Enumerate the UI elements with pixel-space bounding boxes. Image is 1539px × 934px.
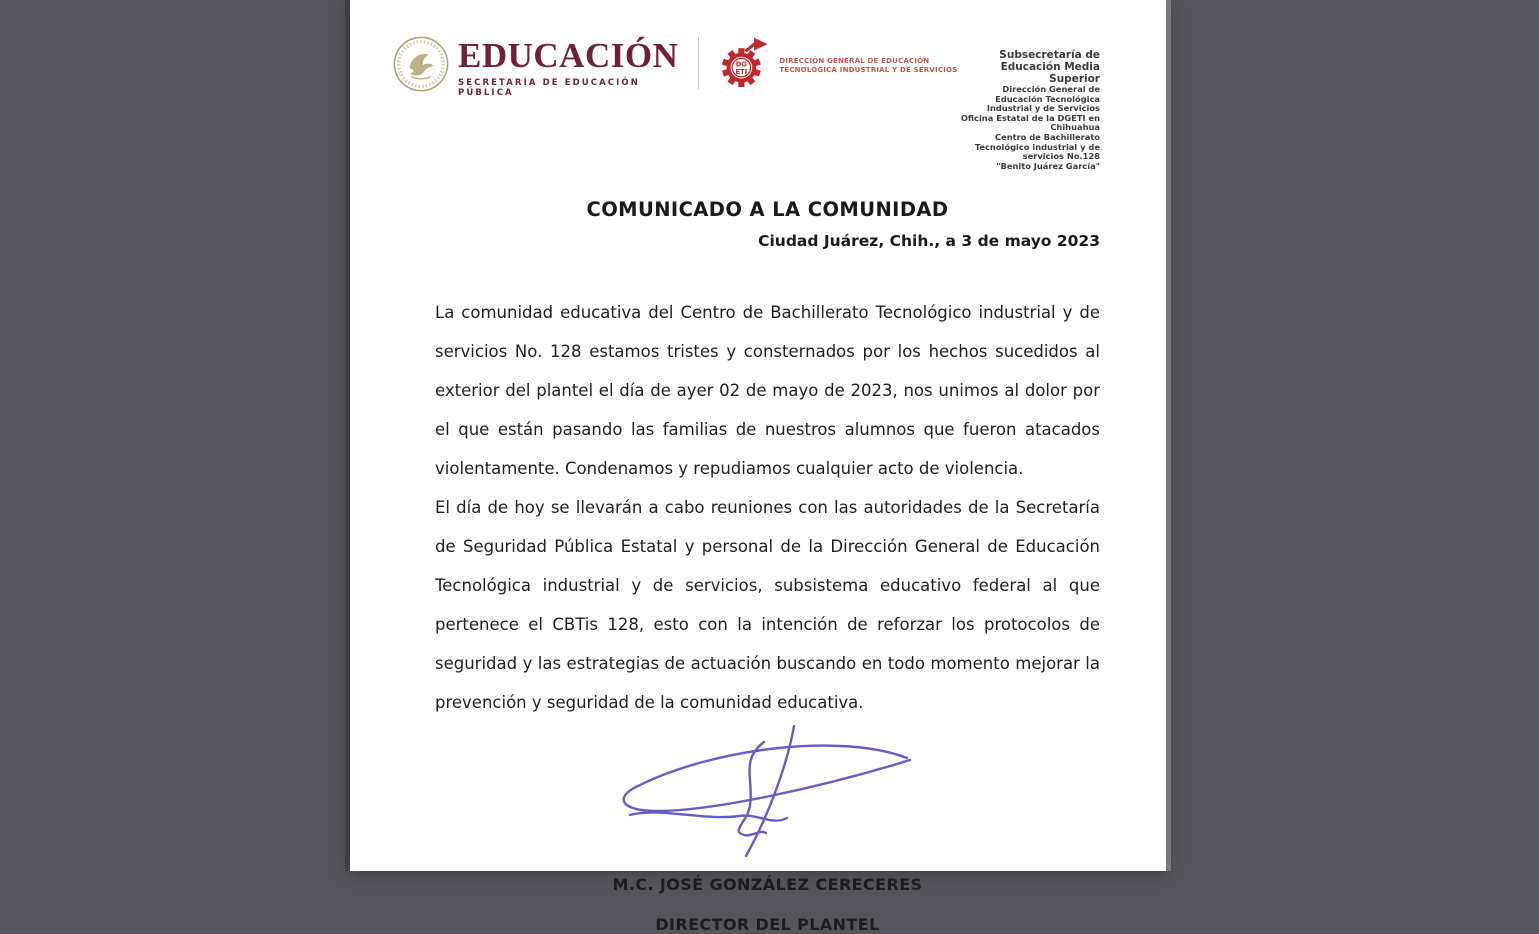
sep-eagle-seal-icon [392, 35, 450, 93]
office-line: Oficina Estatal de la DGETI en Chihuahua [960, 112, 1100, 133]
dateline: Ciudad Juárez, Chih., a 3 de mayo 2023 [758, 232, 1100, 251]
body-text [435, 293, 1100, 722]
letterhead [392, 33, 1100, 171]
signer-role: DIRECTOR DEL PLANTEL [655, 915, 880, 934]
document-title: COMUNICADO A LA COMUNIDAD [586, 198, 949, 222]
office-line: Subsecretaría de Educación Media Superior [999, 49, 1100, 85]
sep-subtitle: SECRETARÍA DE EDUCACIÓN PÚBLICA [458, 78, 640, 98]
dgeti-acronym-bottom: ETI [735, 67, 748, 76]
office-address-block [957, 49, 1100, 171]
sep-title: EDUCACIÓN [458, 36, 679, 75]
dgeti-label [779, 57, 957, 75]
dgeti-gear-icon [717, 33, 773, 95]
dgeti-label-line2: TECNOLÓGICA INDUSTRIAL Y DE SERVICIOS [779, 66, 958, 74]
dgeti-acronym-top: DG [736, 60, 748, 69]
header-divider [698, 37, 699, 89]
paragraph: La comunidad educativa del Centro de Bachillerato Tecnológico industrial y de servicios No. 128 estamos tristes y consternados por los hechos sucedidos al exterior del plantel el día de ayer 02 de mayo de 2023, nos unimos al dolor por el que están pasando las familias de nuestros alumnos que fueron atacados violentamente. Condenamos y repudiamos cualquier acto de violencia. [435, 303, 1100, 479]
signer-name: M.C. JOSÉ GONZÁLEZ CERECERES [612, 875, 923, 895]
office-line: Centro de Bachillerato Tecnológico industrial y de servicios No.128 [974, 131, 1100, 162]
dgeti-label-line1: DIRECCIÓN GENERAL DE EDUCACIÓN [779, 57, 930, 65]
document-page [350, 0, 1166, 934]
signature-block [435, 725, 1100, 861]
sep-wordmark [458, 36, 679, 98]
document-content [435, 198, 1100, 934]
office-line: "Benito Juárez García" [996, 160, 1100, 171]
office-line: Dirección General de Educación Tecnológica Industrial y de Servicios [986, 84, 1100, 114]
handwritten-signature-icon [618, 725, 918, 857]
paragraph: El día de hoy se llevarán a cabo reuniones con las autoridades de la Secretaría de Seguridad Pública Estatal y personal de la Dirección General de Educación Tecnológica industrial y de servicios, subsistema educativo federal al que pertenece el CBTis 128, esto con la intención de reforzar los protocolos de seguridad y las estrategias de actuación buscando en todo momento mejorar la prevención y seguridad de la comunidad educativa. [435, 498, 1100, 713]
